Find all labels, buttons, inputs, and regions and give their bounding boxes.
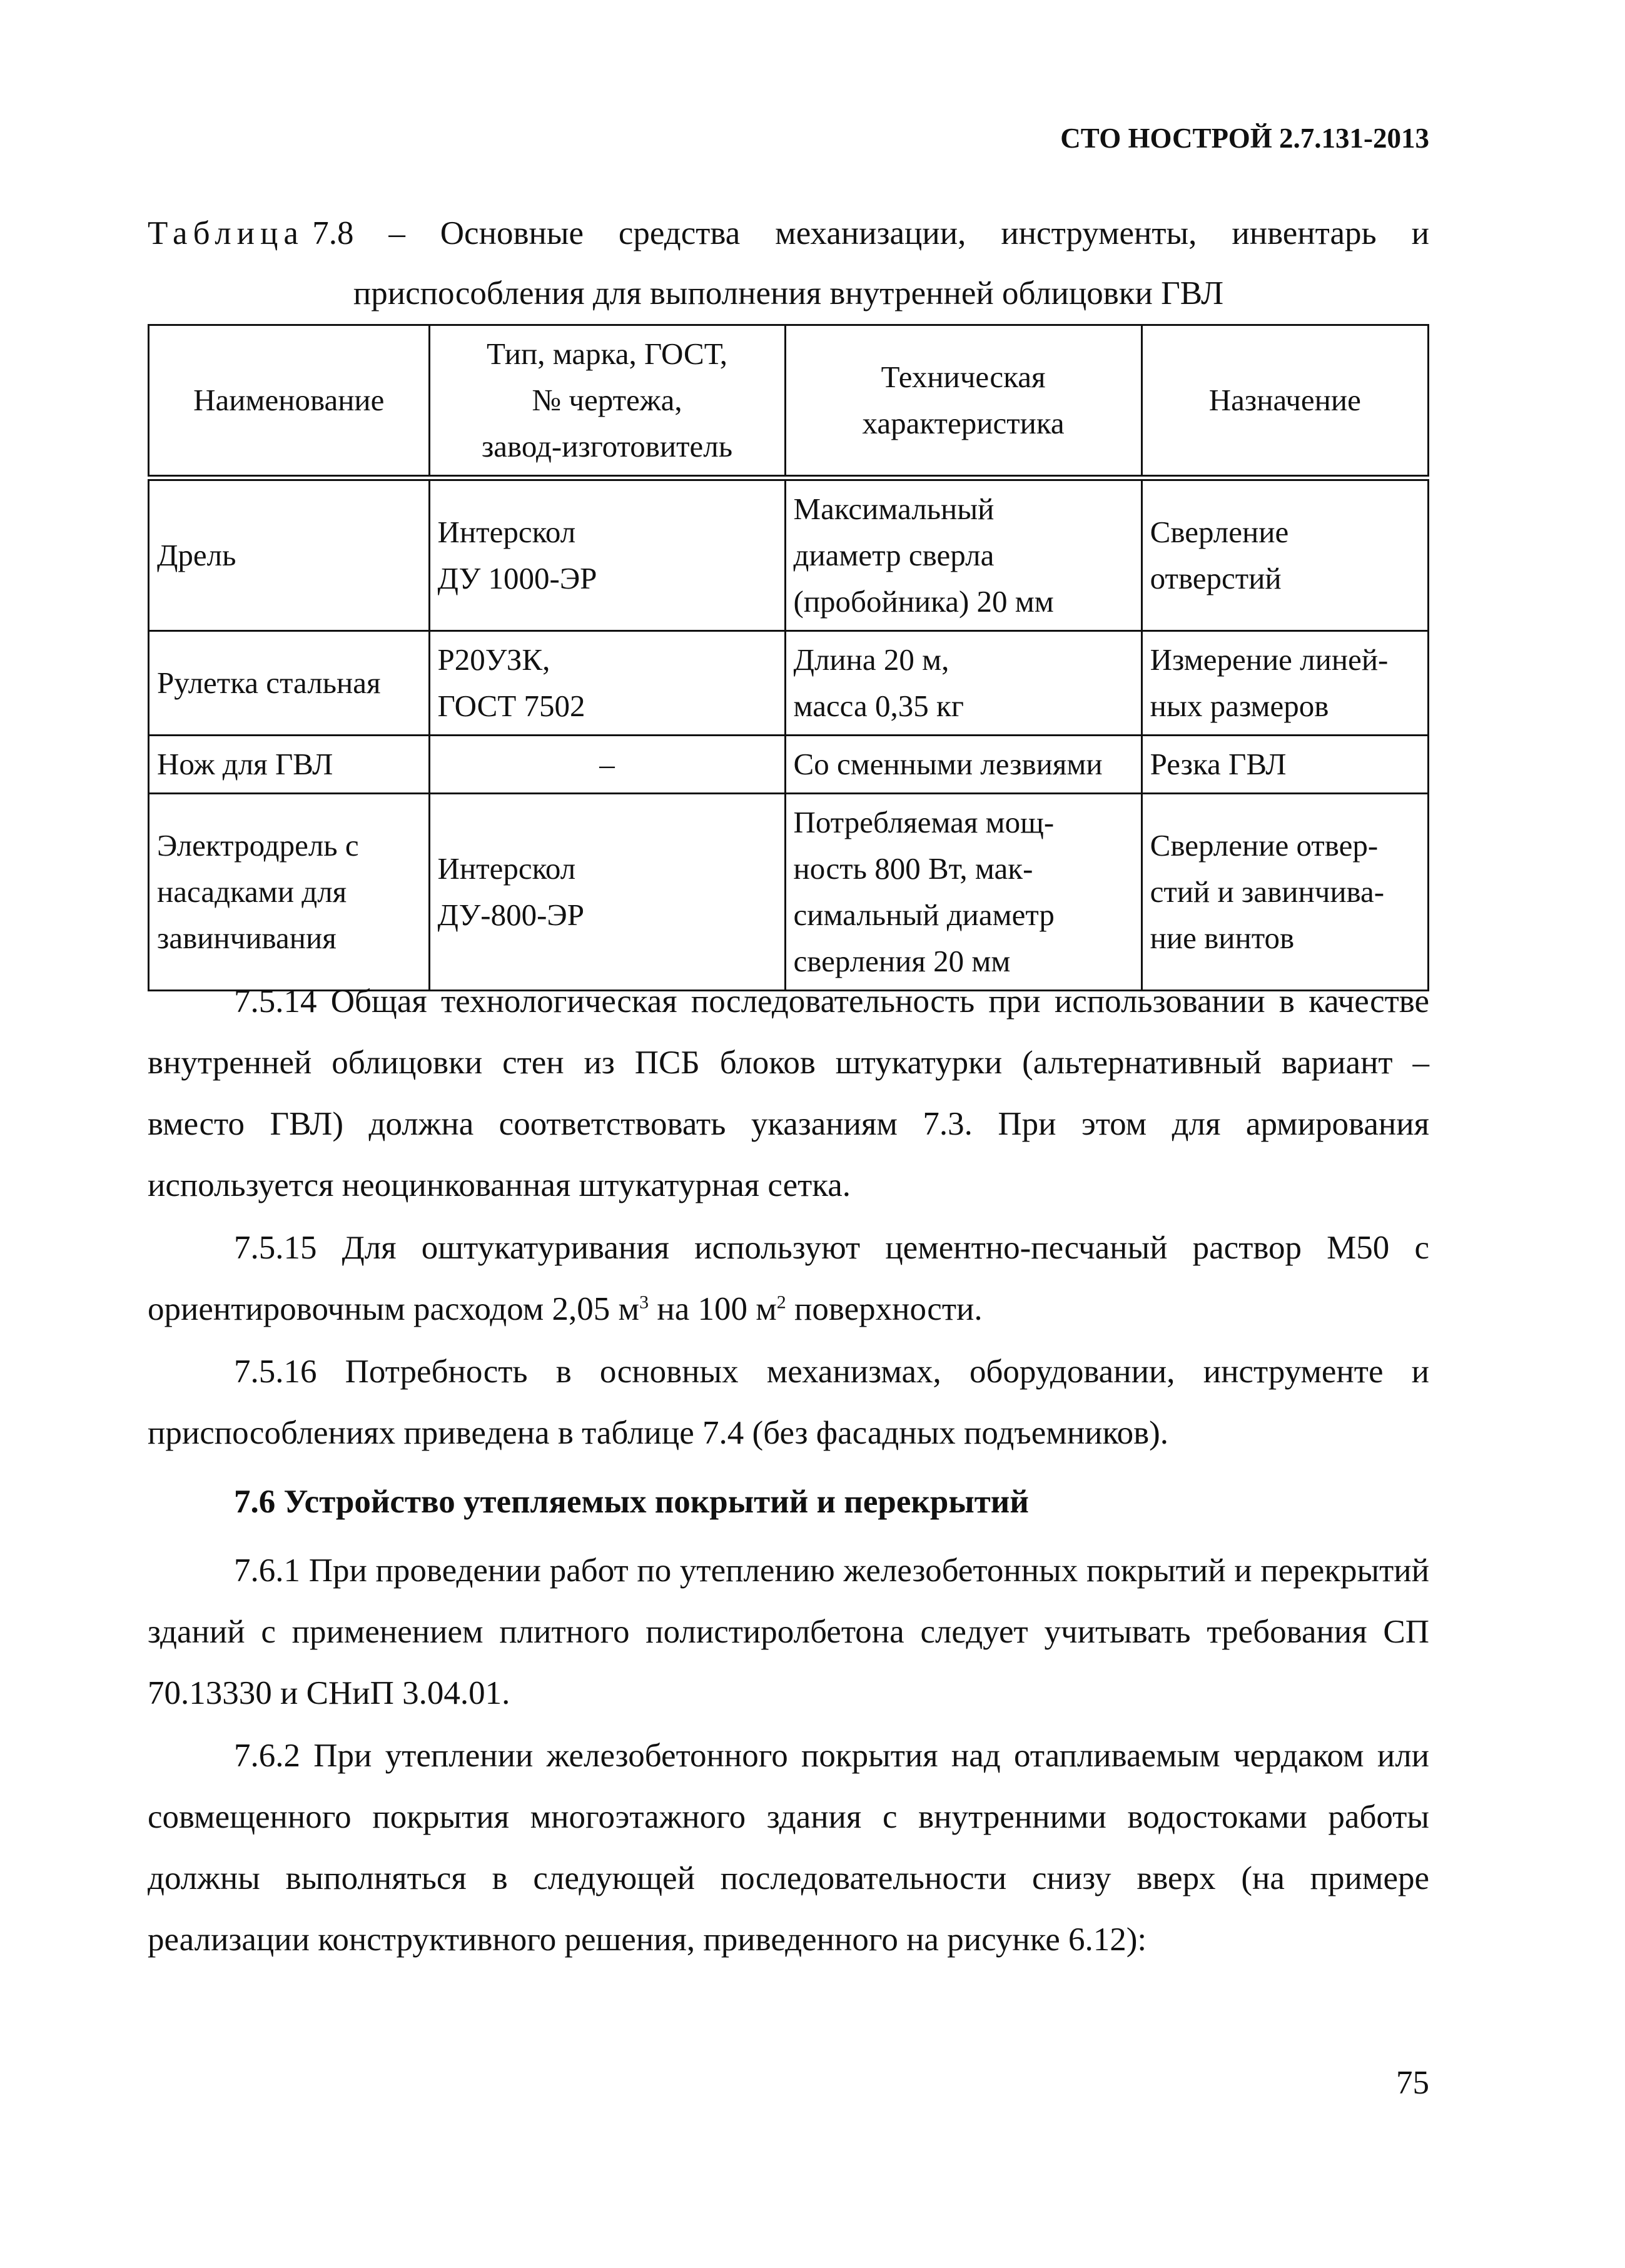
cell-line: Максимальный	[793, 492, 995, 526]
text-run: 7.5.15 Для оштукатуривания используют цементно-песчаный раствор М50 с ориентировочным расходом 2,05 м	[148, 1230, 1429, 1327]
header-tech-line: Техническая	[881, 360, 1046, 394]
table-caption-label: Таблица	[148, 215, 304, 251]
cell-line: насадками для	[157, 874, 347, 909]
caption-word: инструменты,	[1001, 215, 1197, 251]
cell-line: диаметр сверла	[793, 538, 995, 572]
caption-word: инвентарь	[1232, 215, 1377, 251]
page-number: 75	[1396, 2065, 1429, 2101]
header-name: Наименование	[149, 325, 430, 478]
cell-purpose	[1142, 794, 1428, 991]
cell-type	[429, 478, 785, 631]
document-code-header: СТО НОСТРОЙ 2.7.131-2013	[1060, 123, 1429, 154]
cell-line: Сверление	[1150, 515, 1289, 549]
cell-line: –	[599, 747, 615, 781]
paragraph-7-6-2: 7.6.2 При утеплении железобетонного покрытия над отапливаемым чердаком или совмещенного покрытия многоэтажного здания с внутренними водостоками работы должны выполняться в следующей последовательности снизу вверх (на примере реализации конструктивного решения, приведенного на рисунке 6.12):	[148, 1738, 1429, 1958]
table-caption-number: 7.8	[312, 215, 354, 251]
header-tech	[785, 325, 1142, 478]
table-header-row	[149, 325, 1429, 478]
cell-line: ДУ-800-ЭР	[437, 898, 584, 932]
cell-line: Нож для ГВЛ	[157, 747, 333, 781]
header-type-line: Тип, марка, ГОСТ,	[487, 337, 727, 371]
body-text	[148, 971, 1429, 1970]
cell-tech	[785, 478, 1142, 631]
superscript: 2	[776, 1292, 786, 1313]
table-row	[149, 631, 1429, 736]
cell-line: Измерение линей-	[1150, 642, 1389, 677]
cell-name	[149, 794, 430, 991]
table-row	[149, 794, 1429, 991]
cell-line: Р20УЗК,	[437, 642, 550, 677]
cell-line: ность 800 Вт, мак-	[793, 851, 1033, 886]
caption-word: механизации,	[775, 215, 966, 251]
cell-line: стий и завинчива-	[1150, 874, 1385, 909]
paragraph-7-5-16: 7.5.16 Потребность в основных механизмах, оборудовании, инструменте и приспособлениях приведена в таблице 7.4 (без фасадных подъемников).	[148, 1354, 1429, 1451]
table-caption-label-group	[148, 203, 353, 263]
caption-word: –	[388, 215, 405, 251]
equipment-table	[148, 324, 1429, 991]
cell-type	[429, 794, 785, 991]
table-caption-line1	[148, 203, 1429, 263]
header-purpose: Назначение	[1142, 325, 1428, 478]
text-run: поверхности.	[786, 1291, 983, 1327]
caption-word: Основные	[440, 215, 584, 251]
cell-line: ГОСТ 7502	[437, 689, 585, 723]
section-heading-7-6: 7.6 Устройство утепляемых покрытий и перекрытий	[234, 1484, 1029, 1520]
cell-line: Интерскол	[437, 851, 576, 886]
cell-line: завинчивания	[157, 921, 337, 955]
cell-line: Длина 20 м,	[793, 642, 949, 677]
cell-line: Рулетка стальная	[157, 666, 381, 700]
cell-name	[149, 736, 430, 794]
caption-word: и	[1411, 215, 1429, 251]
cell-tech	[785, 631, 1142, 736]
cell-name	[149, 478, 430, 631]
header-type-line: завод-изготовитель	[481, 429, 733, 463]
header-tech-line: характеристика	[862, 406, 1065, 440]
header-type-line: № чертежа,	[532, 383, 682, 417]
table-caption-line2: приспособления для выполнения внутренней облицовки ГВЛ	[353, 275, 1224, 311]
cell-purpose	[1142, 631, 1428, 736]
cell-line: (пробойника) 20 мм	[793, 584, 1054, 619]
cell-type	[429, 631, 785, 736]
cell-line: сверления 20 мм	[793, 944, 1011, 978]
cell-line: отверстий	[1150, 561, 1282, 595]
cell-line: ных размеров	[1150, 689, 1329, 723]
cell-purpose	[1142, 478, 1428, 631]
cell-line: ние винтов	[1150, 921, 1295, 955]
caption-word: средства	[618, 215, 741, 251]
cell-line: Потребляемая мощ-	[793, 805, 1055, 839]
cell-line: Электродрель с	[157, 828, 359, 863]
cell-line: Дрель	[157, 538, 236, 572]
cell-line: Интерскол	[437, 515, 576, 549]
cell-line: симальный диаметр	[793, 898, 1055, 932]
cell-name	[149, 631, 430, 736]
cell-purpose	[1142, 736, 1428, 794]
cell-line: Сверление отвер-	[1150, 828, 1379, 863]
table-row	[149, 736, 1429, 794]
superscript: 3	[639, 1292, 649, 1313]
cell-line: Со сменными лезвиями	[793, 747, 1103, 781]
paragraph-7-6-1: 7.6.1 При проведении работ по утеплению железобетонных покрытий и перекрытий зданий с применением плитного полистиролбетона следует учитывать требования СП 70.13330 и СНиП 3.04.01.	[148, 1552, 1429, 1711]
paragraph-7-5-15	[148, 1217, 1429, 1340]
cell-line: масса 0,35 кг	[793, 689, 964, 723]
cell-line: ДУ 1000-ЭР	[437, 561, 597, 595]
table-caption	[148, 203, 1429, 323]
paragraph-7-5-14: 7.5.14 Общая технологическая последовательность при использовании в качестве внутренней облицовки стен из ПСБ блоков штукатурки (альтернативный вариант – вместо ГВЛ) должна соответствовать указаниям 7.3. При этом для армирования используется неоцинкованная штукатурная сетка.	[148, 983, 1429, 1203]
table-row	[149, 478, 1429, 631]
cell-type	[429, 736, 785, 794]
text-run: на 100 м	[649, 1291, 777, 1327]
cell-line: Резка ГВЛ	[1150, 747, 1287, 781]
cell-tech	[785, 794, 1142, 991]
cell-tech	[785, 736, 1142, 794]
header-type	[429, 325, 785, 478]
